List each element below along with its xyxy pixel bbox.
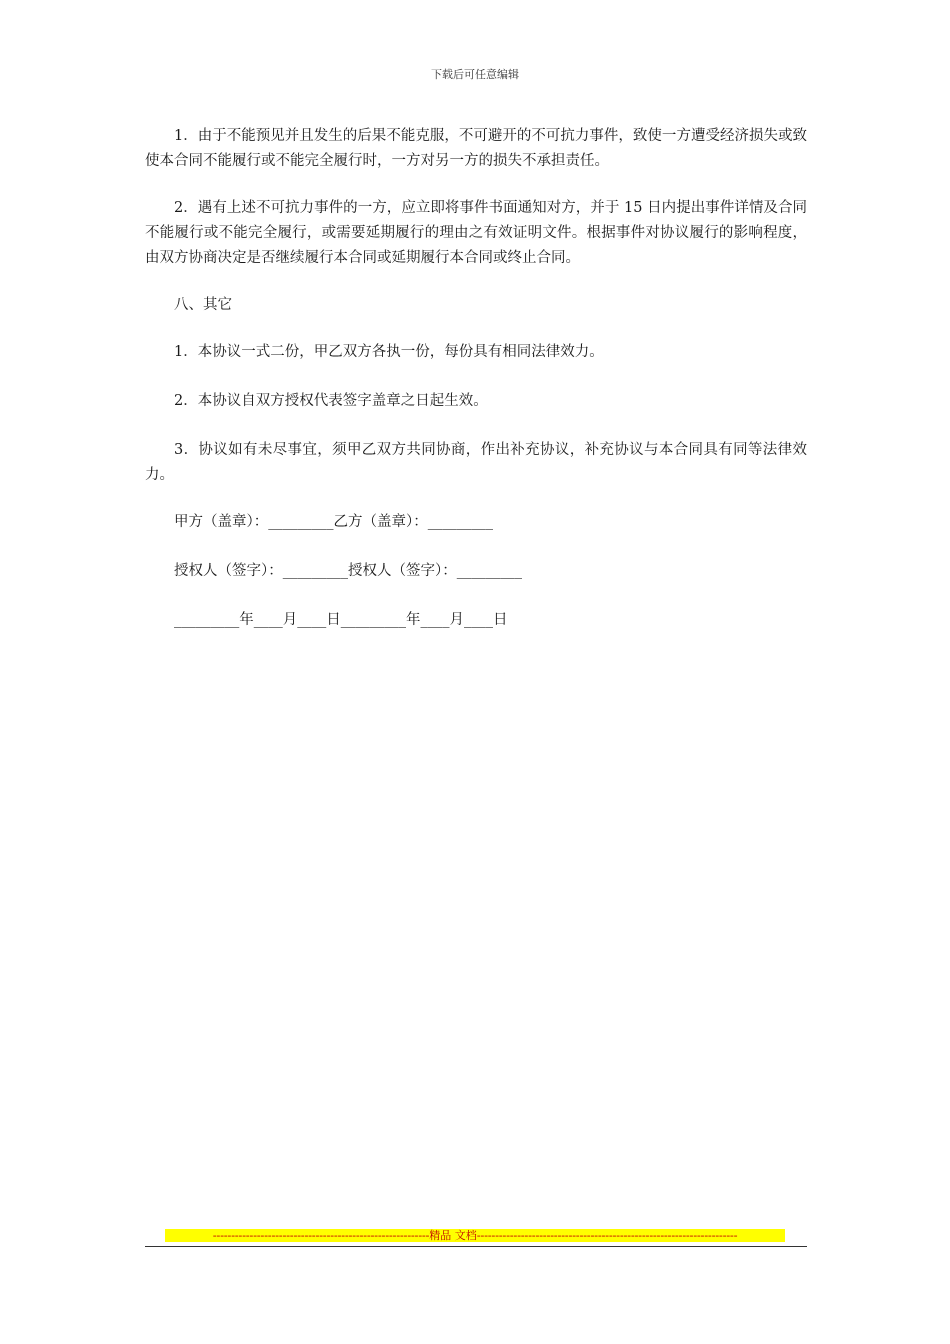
footer-highlight-band [165, 1229, 785, 1242]
page-header [0, 66, 950, 82]
document-body [145, 124, 807, 657]
authorized-signature-line: 授权人（签字）：_________授权人（签字）：_________ [174, 563, 522, 579]
section-heading-other: 八、其它 [174, 297, 232, 313]
date-line: _________年____月____日_________年____月____日 [174, 612, 508, 628]
other-clause-2: 2．本协议自双方授权代表签字盖章之日起生效。 [174, 393, 488, 409]
party-seal-line: 甲方（盖章）：_________乙方（盖章）：_________ [174, 514, 493, 530]
footer-right-dashes: ----------------------------------------------------------------------- [476, 1229, 738, 1242]
footer-label: 精品 文档 [429, 1229, 477, 1242]
force-majeure-clause-2: 2．遇有上述不可抗力事件的一方，应立即将事件书面通知对方，并于 15 日内提出事件详情及合同不能履行或不能完全履行，或需要延期履行的理由之有效证明文件。根据事件对协议履行的影响程度，由双方协商决定是否继续履行本合同或延期履行本合同或终止合同。 [145, 200, 807, 266]
other-clause-1: 1．本协议一式二份，甲乙双方各执一份，每份具有相同法律效力。 [174, 344, 604, 360]
other-clause-3: 3．协议如有未尽事宜，须甲乙双方共同协商，作出补充协议，补充协议与本合同具有同等法律效力。 [145, 442, 807, 483]
footer-left-dashes: ----------------------------------------------------------- [212, 1229, 430, 1242]
footer-rule [145, 1246, 807, 1247]
page-footer [145, 1229, 807, 1249]
force-majeure-clause-1: 1．由于不能预见并且发生的后果不能克服，不可避开的不可抗力事件，致使一方遭受经济损失或致使本合同不能履行或不能完全履行时，一方对另一方的损失不承担责任。 [145, 128, 807, 169]
page-header-text: 下载后可任意编辑 [431, 68, 519, 81]
